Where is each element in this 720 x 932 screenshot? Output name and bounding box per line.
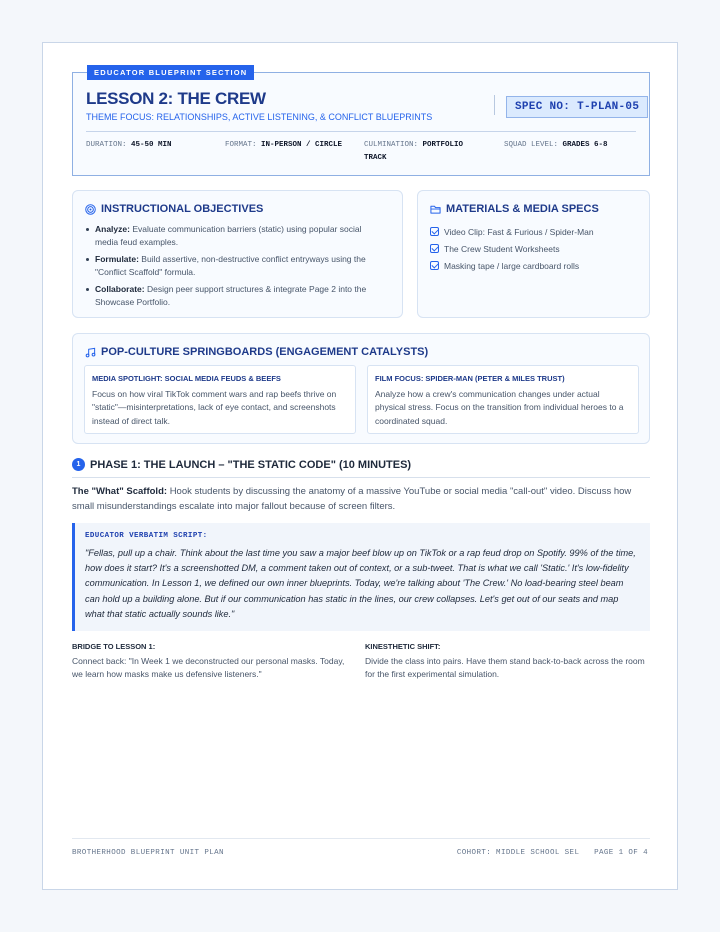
bridge-text: Connect back: "In Week 1 we deconstructed our personal masks. Today, we learn how masks make us defensive listeners." <box>72 656 345 680</box>
script-text: "Fellas, pull up a chair. Think about the last time you saw a major beef blow up on TikTok or a rap feud drop on Spotify. 99% of the time, how does it start? It's a screenshotted DM, a comment taken out of context, or a sub-tweet. That is what we call 'Static.' It's low-fidelity communication. In Lesson 1, we defined our own inner blueprints. Today, we're talking about 'The Crew.' No load-bearing steel beam can hold up a building alone. But if our communication has static in the lines, our crew collapses. Let's get out of our seats and map what that static actually sounds like." <box>85 548 636 619</box>
header-divider <box>494 95 495 115</box>
list-item: Analyze: Evaluate communication barriers (static) using popular social media feud examples. <box>85 223 375 249</box>
materials-card <box>417 190 650 318</box>
list-item: Masking tape / large cardboard rolls <box>430 257 594 274</box>
script-label: EDUCATOR VERBATIM SCRIPT: <box>85 532 208 540</box>
scaffold-paragraph: The "What" Scaffold: Hook students by discussing the anatomy of a massive YouTube or social media "call-out" video. Discuss how small misunderstandings escalate into major fallout because of screen filters. <box>72 486 632 512</box>
objectives-list <box>85 223 375 313</box>
list-item: The Crew Student Worksheets <box>430 240 594 257</box>
phase-heading <box>72 458 650 478</box>
folder-icon <box>430 204 441 215</box>
footer-cohort: COHORT: MIDDLE SCHOOL SEL <box>456 849 580 857</box>
document-page <box>42 42 678 890</box>
springboards-title: POP-CULTURE SPRINGBOARDS (ENGAGEMENT CATALYSTS) <box>85 346 428 358</box>
meta-duration: DURATION: 45-50 MIN <box>86 141 172 149</box>
footer-rule <box>72 838 650 839</box>
checkbox-icon <box>430 227 439 236</box>
target-icon <box>85 204 96 215</box>
lesson-header <box>72 68 650 176</box>
music-note-icon <box>85 347 96 358</box>
kinesthetic-label: KINESTHETIC SHIFT: <box>365 642 441 651</box>
meta-squad-level: SQUAD LEVEL: GRADES 6-8 <box>504 141 608 149</box>
objectives-title: INSTRUCTIONAL OBJECTIVES <box>85 203 263 215</box>
list-item: Collaborate: Design peer support structures & integrate Page 2 into the Showcase Portfolio. <box>85 283 375 309</box>
bridge-label: BRIDGE TO LESSON 1: <box>72 642 156 651</box>
media-spotlight-text: Focus on how viral TikTok comment wars and rap beefs thrive on "static"—misinterpretations, lack of eye contact, and screenshots instead of direct talk. <box>92 389 337 426</box>
list-item: Formulate: Build assertive, non-destructive conflict entryways using the "Conflict Scaffold" formula. <box>85 253 375 279</box>
meta-format: FORMAT: IN-PERSON / CIRCLE <box>225 141 343 149</box>
section-tag: EDUCATOR BLUEPRINT SECTION <box>87 65 254 80</box>
header-rule <box>86 131 636 132</box>
checkbox-icon <box>430 244 439 253</box>
list-item: Video Clip: Fast & Furious / Spider-Man <box>430 223 594 240</box>
theme-focus: THEME FOCUS: RELATIONSHIPS, ACTIVE LISTENING, & CONFLICT BLUEPRINTS <box>86 112 433 122</box>
media-spotlight-title: MEDIA SPOTLIGHT: SOCIAL MEDIA FEUDS & BEEFS <box>92 374 281 383</box>
meta-culmination: CULMINATION: PORTFOLIO TRACK <box>364 141 464 162</box>
media-spotlight-card <box>84 365 356 434</box>
materials-title: MATERIALS & MEDIA SPECS <box>430 203 599 215</box>
film-focus-card <box>367 365 639 434</box>
page-number: PAGE 1 OF 4 <box>594 849 648 857</box>
phase-number-badge: 1 <box>72 458 85 471</box>
lesson-title: LESSON 2: THE CREW <box>86 89 266 108</box>
film-focus-text: Analyze how a crew's communication changes under actual physical stress. Focus on the transition from individual heroes to a coordinated squad. <box>375 389 624 426</box>
phase-title: PHASE 1: THE LAUNCH – "THE STATIC CODE" (10 MINUTES) <box>90 458 412 471</box>
materials-list <box>430 223 594 274</box>
springboards-card <box>72 333 650 444</box>
spec-badge: SPEC NO: T-PLAN-05 <box>506 96 648 118</box>
objectives-card <box>72 190 403 318</box>
footer-unit-title: BROTHERHOOD BLUEPRINT UNIT PLAN <box>72 849 224 857</box>
verbatim-script-block <box>72 523 650 631</box>
film-focus-title: FILM FOCUS: SPIDER-MAN (PETER & MILES TRUST) <box>375 374 565 383</box>
kinesthetic-text: Divide the class into pairs. Have them stand back-to-back across the room for the first experimental simulation. <box>365 656 645 680</box>
checkbox-icon <box>430 261 439 270</box>
footer-right <box>457 849 648 857</box>
